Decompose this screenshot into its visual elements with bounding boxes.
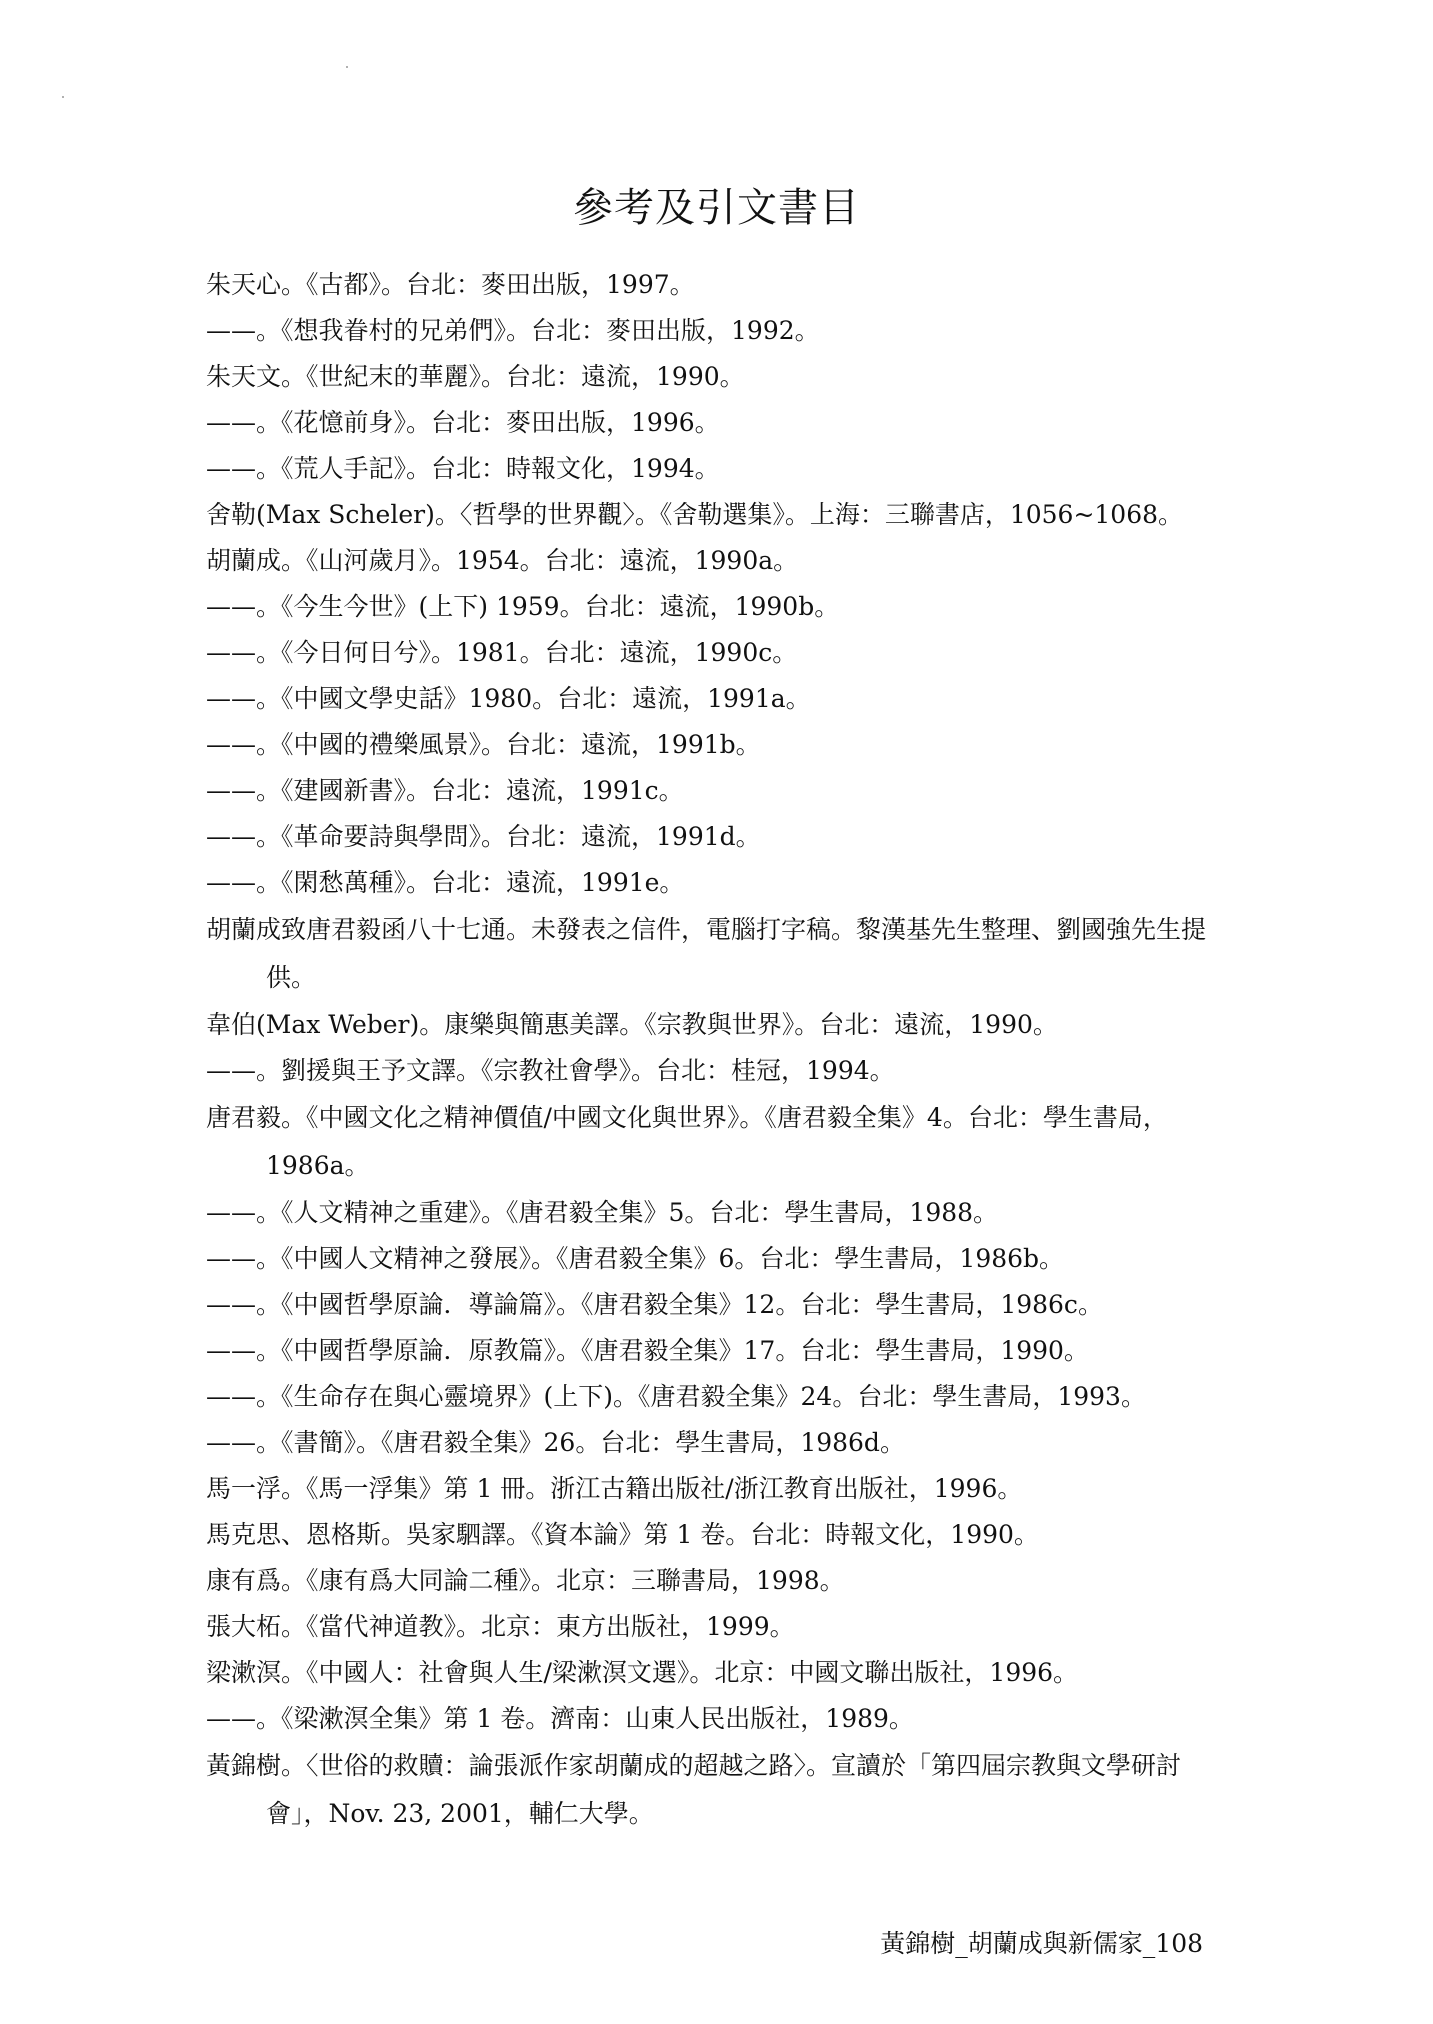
reference-entry: 胡蘭成。《山河歲月》。1954。台北：遠流，1990a。 <box>206 546 799 575</box>
scan-speck <box>346 66 348 68</box>
reference-entry: ——。《想我眷村的兄弟們》。台北：麥田出版，1992。 <box>206 316 820 345</box>
reference-entry: 韋伯(Max Weber)。康樂與簡惠美譯。《宗教與世界》。台北：遠流，1990。 <box>206 1010 1058 1039</box>
reference-entry: ——。《今生今世》(上下) 1959。台北：遠流，1990b。 <box>206 592 840 621</box>
reference-entry: 唐君毅。《中國文化之精神價值/中國文化與世界》。《唐君毅全集》4。台北：學生書局，1986a。 <box>206 1103 1168 1180</box>
reference-entry: ——。《荒人手記》。台北：時報文化，1994。 <box>206 454 720 483</box>
reference-entry: 馬一浮。《馬一浮集》第 1 冊。浙江古籍出版社/浙江教育出版社，1996。 <box>206 1474 1023 1503</box>
reference-entry: ——。《中國文學史話》1980。台北：遠流，1991a。 <box>206 684 811 713</box>
reference-entry: ——。《今日何日兮》。1981。台北：遠流，1990c。 <box>206 638 798 667</box>
reference-entry: 黃錦樹。〈世俗的救贖：論張派作家胡蘭成的超越之路〉。宣讀於「第四屆宗教與文學研討會」，Nov. 23, 2001，輔仁大學。 <box>206 1751 1182 1828</box>
reference-entry: ——。《生命存在與心靈境界》(上下)。《唐君毅全集》24。台北：學生書局，1993。 <box>206 1382 1146 1411</box>
reference-entry: ——。《閑愁萬種》。台北：遠流，1991e。 <box>206 868 685 897</box>
reference-entry: 張大柘。《當代神道教》。北京：東方出版社，1999。 <box>206 1612 795 1641</box>
reference-entry: 朱天文。《世紀末的華麗》。台北：遠流，1990。 <box>206 362 745 391</box>
reference-entry: ——。《建國新書》。台北：遠流，1991c。 <box>206 776 684 805</box>
reference-entry: 馬克思、恩格斯。吳家駟譯。《資本論》第 1 卷。台北：時報文化，1990。 <box>206 1520 1039 1549</box>
reference-entry: ——。《梁漱溟全集》第 1 卷。濟南：山東人民出版社，1989。 <box>206 1704 914 1733</box>
page-title: 參考及引文書目 <box>573 185 860 231</box>
page-footer: 黃錦樹_胡蘭成與新儒家_108 <box>880 1929 1203 1958</box>
reference-entry: 朱天心。《古都》。台北：麥田出版，1997。 <box>206 270 695 299</box>
reference-entry: 舍勒(Max Scheler)。〈哲學的世界觀〉。《舍勒選集》。上海：三聯書店，1056~1068。 <box>206 500 1184 529</box>
reference-entry: ——。《花憶前身》。台北：麥田出版，1996。 <box>206 408 720 437</box>
reference-list <box>206 262 1206 1838</box>
scan-speck <box>62 96 64 98</box>
reference-entry: ——。《中國的禮樂風景》。台北：遠流，1991b。 <box>206 730 761 759</box>
reference-entry: 康有爲。《康有爲大同論二種》。北京：三聯書局，1998。 <box>206 1566 845 1595</box>
reference-entry: ——。《革命要詩與學問》。台北：遠流，1991d。 <box>206 822 761 851</box>
reference-entry: 梁漱溟。《中國人：社會與人生/梁漱溟文選》。北京：中國文聯出版社，1996。 <box>206 1658 1079 1687</box>
reference-entry: ——。劉援與王予文譯。《宗教社會學》。台北：桂冠，1994。 <box>206 1056 895 1085</box>
reference-entry: ——。《人文精神之重建》。《唐君毅全集》5。台北：學生書局，1988。 <box>206 1198 999 1227</box>
reference-entry: ——。《中國哲學原論．原教篇》。《唐君毅全集》17。台北：學生書局，1990。 <box>206 1336 1089 1365</box>
reference-entry: ——。《書簡》。《唐君毅全集》26。台北：學生書局，1986d。 <box>206 1428 905 1457</box>
reference-entry: ——。《中國人文精神之發展》。《唐君毅全集》6。台北：學生書局，1986b。 <box>206 1244 1065 1273</box>
reference-entry: ——。《中國哲學原論．導論篇》。《唐君毅全集》12。台北：學生書局，1986c。 <box>206 1290 1103 1319</box>
reference-entry: 胡蘭成致唐君毅函八十七通。未發表之信件，電腦打字稿。黎漢基先生整理、劉國強先生提供。 <box>206 915 1207 992</box>
